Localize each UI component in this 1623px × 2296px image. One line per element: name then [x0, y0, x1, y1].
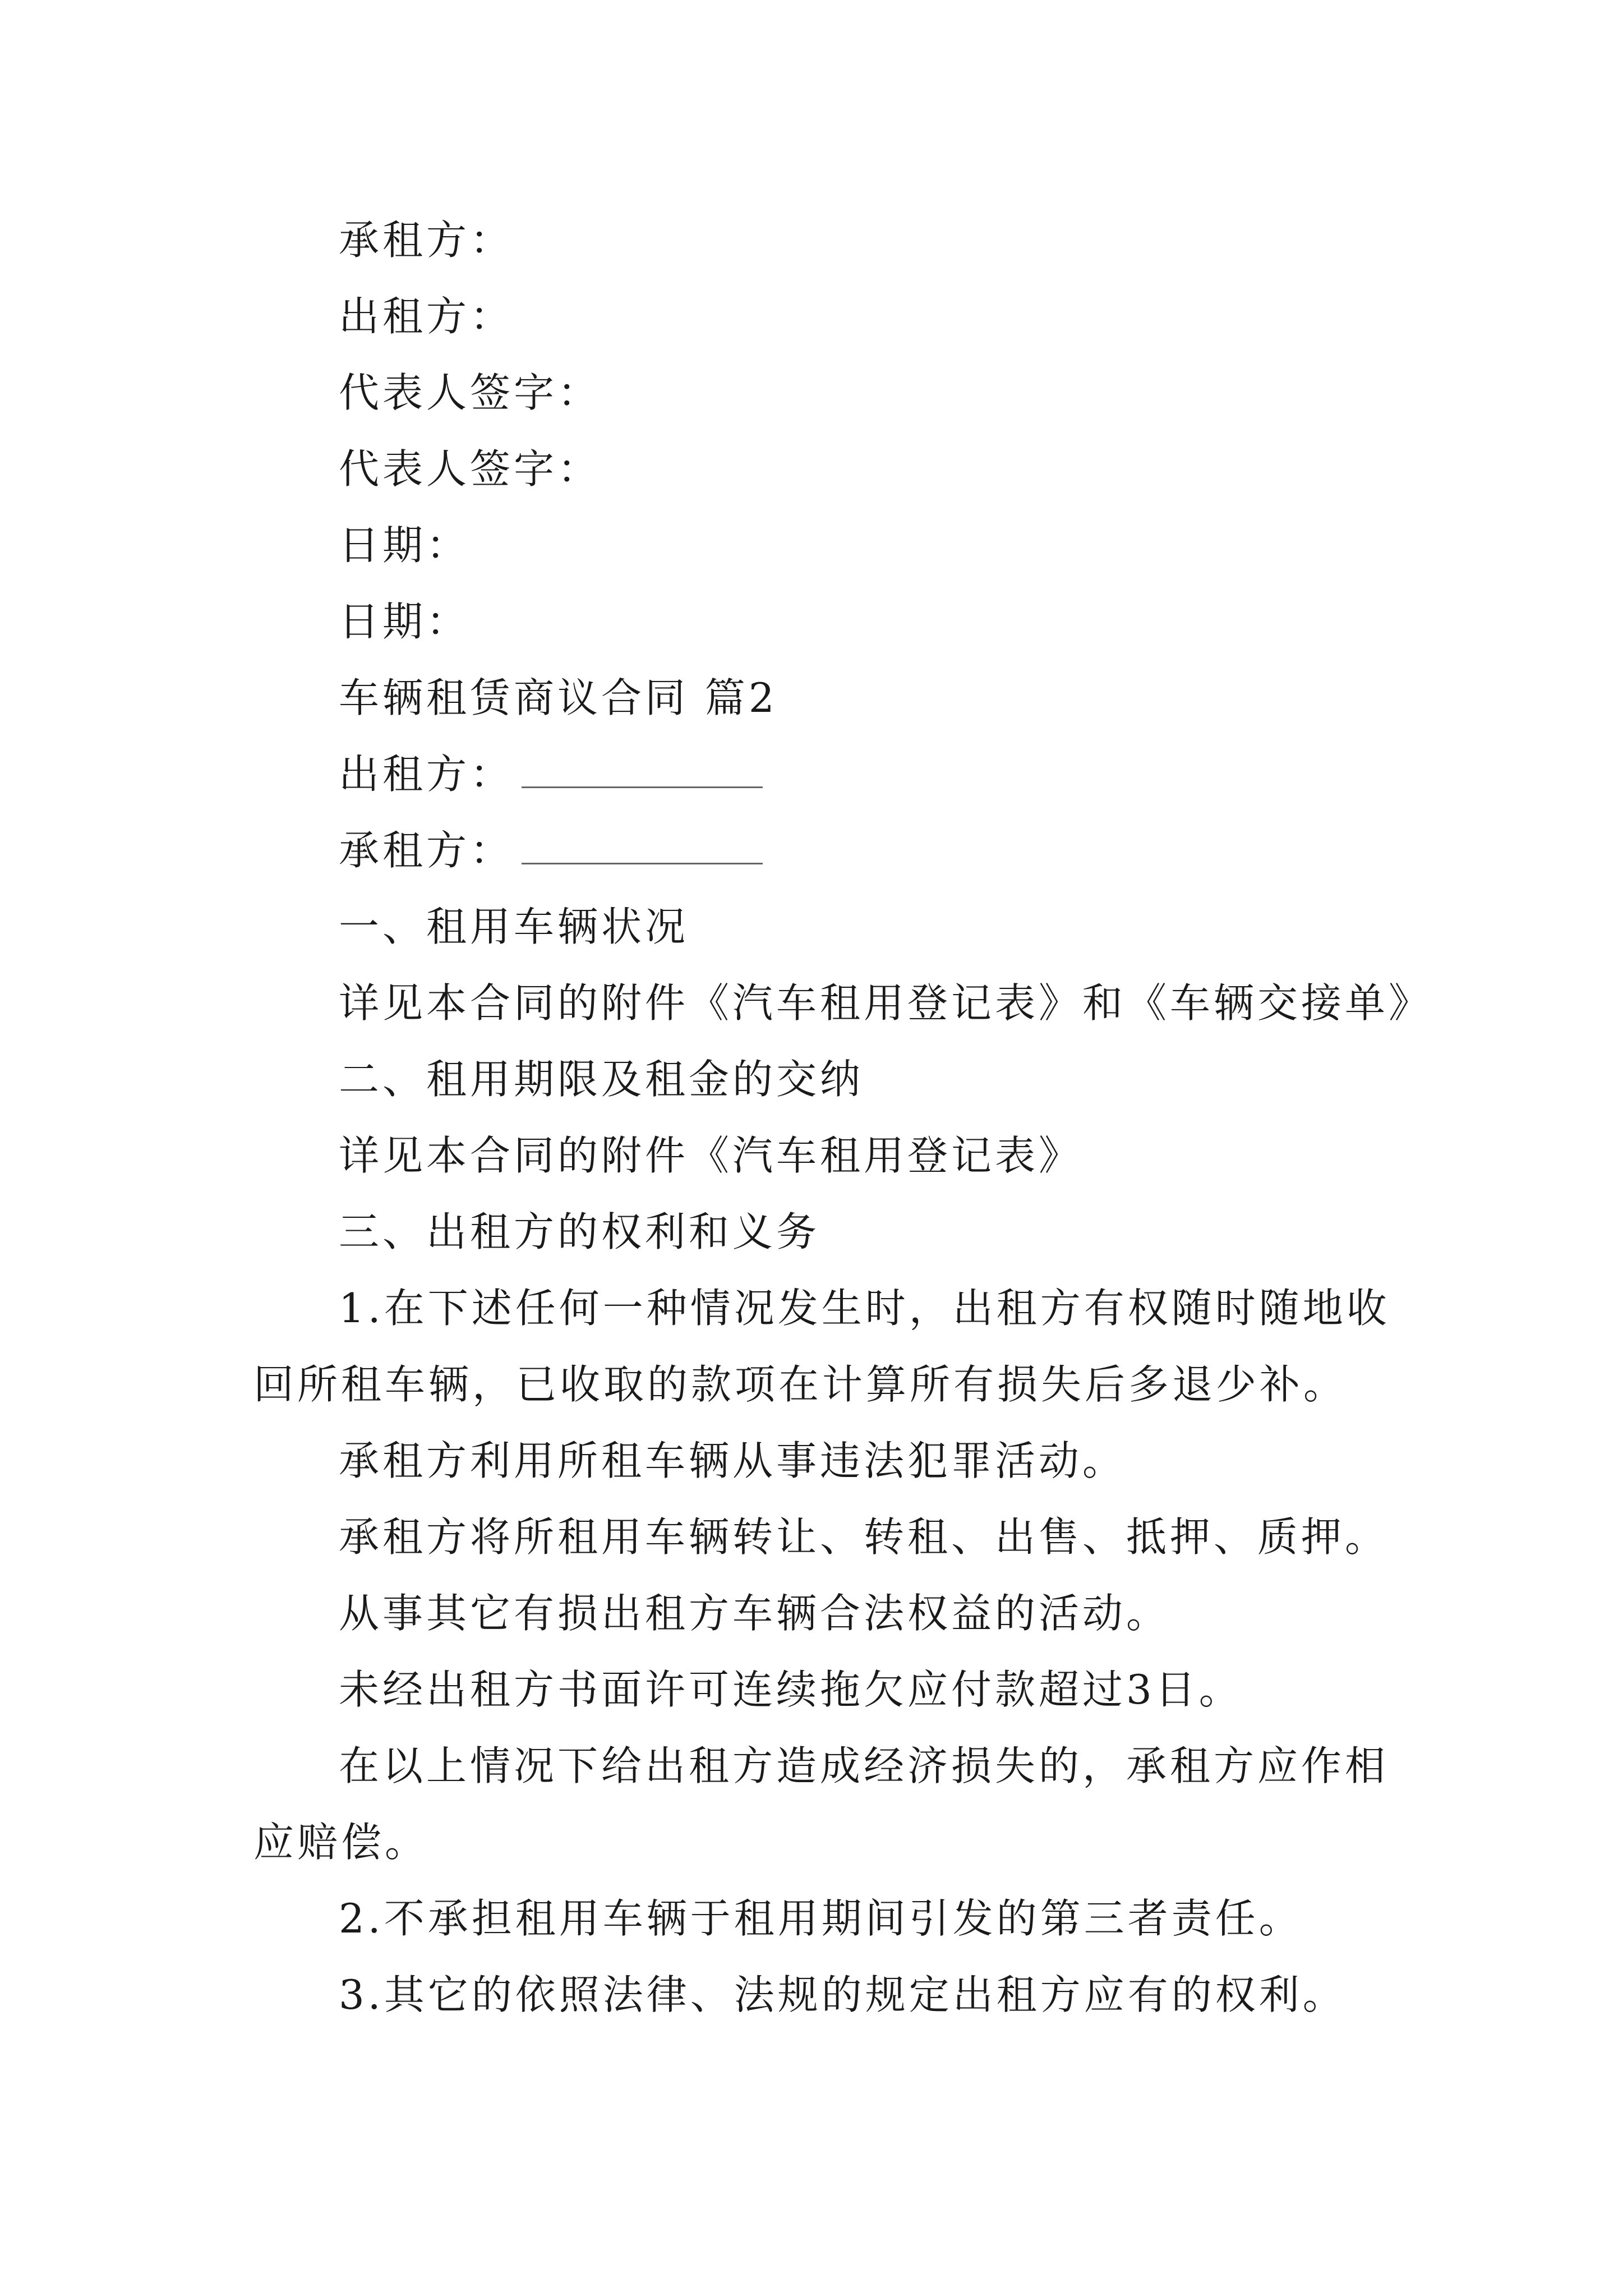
- lessee-field: [339, 823, 763, 877]
- item-1-line-2: 回所租车辆，已收取的款项在计算所有损失后多退少补。: [253, 1361, 1348, 1408]
- section-2-heading: 二、租用期限及租金的交纳: [339, 1056, 864, 1103]
- compensation-line-1: 在以上情况下给出租方造成经济损失的，承租方应作相: [339, 1742, 1389, 1789]
- date-2: 日期：: [339, 598, 471, 645]
- item-1-line-1: 1.在下述任何一种情况发生时，出租方有权随时随地收: [339, 1285, 1390, 1332]
- lessor-field-label: 出租方：: [339, 751, 514, 798]
- lessor-field: [339, 747, 763, 801]
- item-2: 2.不承担租用车辆于租用期间引发的第三者责任。: [339, 1895, 1303, 1942]
- lessee-field-label: 承租方：: [339, 827, 514, 874]
- case-d: 未经出租方书面许可连续拖欠应付款超过3日。: [339, 1666, 1243, 1713]
- section-1-heading: 一、租用车辆状况: [339, 903, 689, 950]
- representative-signature-2: 代表人签字：: [339, 445, 602, 493]
- section-1-text: 详见本合同的附件《汽车租用登记表》和《车辆交接单》: [339, 979, 1433, 1027]
- compensation-line-2: 应赔偿。: [253, 1819, 429, 1866]
- case-a: 承租方利用所租车辆从事违法犯罪活动。: [339, 1437, 1127, 1484]
- lessor-blank-line: [522, 753, 763, 788]
- lessor-label: 出租方：: [339, 293, 514, 340]
- case-b: 承租方将所租用车辆转让、转租、出售、抵押、质押。: [339, 1513, 1389, 1561]
- lessee-blank-line: [522, 829, 763, 864]
- contract-title: 车辆租赁商议合同 篇2: [339, 674, 778, 721]
- date-1: 日期：: [339, 522, 471, 569]
- section-2-text: 详见本合同的附件《汽车租用登记表》: [339, 1132, 1083, 1179]
- lessee-label: 承租方：: [339, 217, 514, 264]
- item-3: 3.其它的依照法律、法规的规定出租方应有的权利。: [339, 1971, 1347, 2018]
- representative-signature-1: 代表人签字：: [339, 369, 602, 416]
- section-3-heading: 三、出租方的权利和义务: [339, 1208, 820, 1255]
- case-c: 从事其它有损出租方车辆合法权益的活动。: [339, 1590, 1170, 1637]
